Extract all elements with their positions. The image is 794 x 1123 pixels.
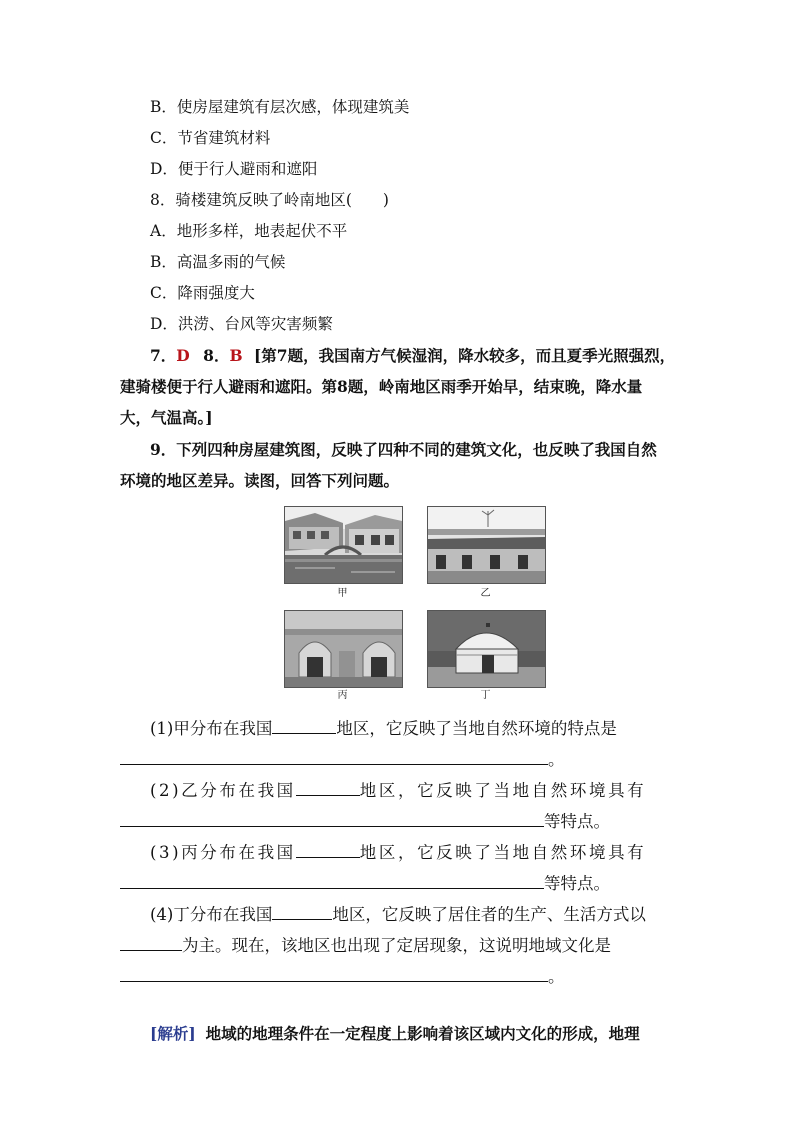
answer-blank[interactable] <box>120 810 544 827</box>
q9-sub3-line2 <box>120 872 610 894</box>
q8-stem: 8．骑楼建筑反映了岭南地区( ) <box>150 191 389 209</box>
q9-sub4-line1 <box>150 903 646 925</box>
q9-sub3-part-b: 地区，它反映了当地自然环境具有 <box>359 843 647 862</box>
q9-sub2-end: 等特点。 <box>544 812 610 831</box>
answer-explain-1: [第7题，我国南方气候湿润，降水较多，而且夏季光照强烈， <box>253 346 676 365</box>
q9-sub4-part-c: 为主。现在，该地区也出现了定居现象，这说明地域文化是 <box>182 936 611 955</box>
caption-yi: 乙 <box>480 588 491 599</box>
answer-explain-3: 大，气温高。] <box>120 408 213 427</box>
answer-blank[interactable] <box>120 934 182 951</box>
caption-jia: 甲 <box>337 588 348 599</box>
q9-sub2-part-b: 地区，它反映了当地自然环境具有 <box>359 781 647 800</box>
answer-blank[interactable] <box>120 748 548 765</box>
q9-sub1-part-b: 地区，它反映了当地自然环境的特点是 <box>336 719 617 738</box>
q9-stem-1: 9．下列四种房屋建筑图，反映了四种不同的建筑文化，也反映了我国自然 <box>150 440 657 459</box>
q8-option-d: D．洪涝、台风等灾害频繁 <box>150 315 333 333</box>
q9-sub4-line3 <box>120 965 565 987</box>
q7-answer: D <box>176 346 190 365</box>
q7-option-b: B．使房屋建筑有层次感，体现建筑美 <box>150 98 410 116</box>
q9-sub3-end: 等特点。 <box>544 874 610 893</box>
q9-sub3-part-a: (3)丙分布在我国 <box>150 843 296 862</box>
q9-sub1-line2 <box>120 748 565 770</box>
q9-sub1-end: 。 <box>548 750 565 769</box>
q7-option-c: C．节省建筑材料 <box>150 129 271 147</box>
q8-option-c: C．降雨强度大 <box>150 284 255 302</box>
q8-number: 8． <box>203 346 230 365</box>
caption-ding: 丁 <box>480 690 491 701</box>
q9-sub4-part-b: 地区，它反映了居住者的生产、生活方式以 <box>332 905 646 924</box>
q8-answer: B <box>229 346 243 365</box>
q9-stem-2: 环境的地区差异。读图，回答下列问题。 <box>120 471 400 490</box>
q8-option-a: A．地形多样，地表起伏不平 <box>150 222 348 240</box>
answer-blank[interactable] <box>296 841 360 858</box>
answer-explain-2: 建骑楼便于行人避雨和遮阳。第8题，岭南地区雨季开始早，结束晚，降水量 <box>120 377 643 396</box>
q9-sub4-end: 。 <box>548 967 565 986</box>
answer-blank[interactable] <box>296 779 360 796</box>
answer-blank[interactable] <box>272 717 336 734</box>
analysis-text: 地域的地理条件在一定程度上影响着该区域内文化的形成，地理 <box>205 1024 640 1043</box>
q9-sub1-part-a: (1)甲分布在我国 <box>150 719 273 738</box>
photo-jia <box>284 506 403 584</box>
answer-blank[interactable] <box>120 872 544 889</box>
photo-bing <box>284 610 403 688</box>
q9-sub3-line1 <box>150 841 646 863</box>
analysis-tag: [解析] <box>150 1024 196 1043</box>
q9-sub2-line1 <box>150 779 646 801</box>
q9-sub1-line1 <box>150 717 617 739</box>
q7-number: 7． <box>150 346 177 365</box>
q7-option-d: D．便于行人避雨和遮阳 <box>150 160 318 178</box>
answer-blank[interactable] <box>120 965 548 982</box>
answer-blank[interactable] <box>272 903 332 920</box>
answer-line-1 <box>150 346 675 366</box>
q9-sub4-line2 <box>120 934 611 956</box>
analysis-line <box>150 1024 640 1044</box>
caption-bing: 丙 <box>337 690 348 701</box>
q9-sub2-line2 <box>120 810 610 832</box>
photo-ding <box>427 610 546 688</box>
q9-sub4-part-a: (4)丁分布在我国 <box>150 905 273 924</box>
q9-sub2-part-a: (2)乙分布在我国 <box>150 781 296 800</box>
photo-yi <box>427 506 546 584</box>
q8-option-b: B．高温多雨的气候 <box>150 253 286 271</box>
